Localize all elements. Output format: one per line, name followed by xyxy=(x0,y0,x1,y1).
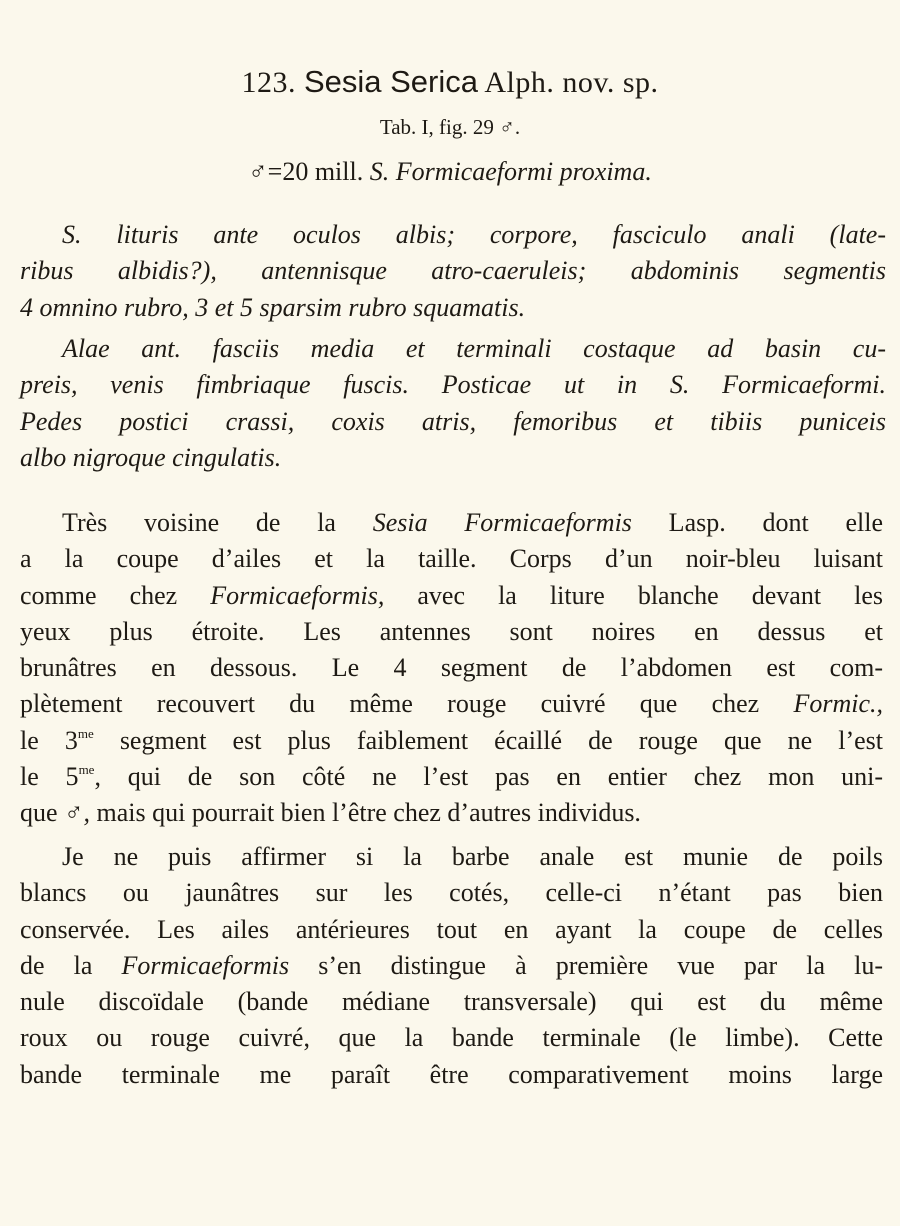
text-line: albo nigroque cingulatis. xyxy=(20,442,282,472)
text-line: le $3^{me}$ segment est plus faiblement écaillé de rouge que ne l’est xyxy=(20,725,883,755)
text-line: yeux plus étroite. Les antennes sont noires en dessus et xyxy=(20,616,883,646)
text-line: le $5^{me}$, qui de son côté ne l’est pas en entier chez mon uni- xyxy=(20,762,883,792)
text-line: 4 omnino rubro, 3 et 5 sparsim rubro squamatis. xyxy=(20,292,526,322)
text-line: S. lituris ante oculos albis; corpore, fasciculo anali (late- xyxy=(62,220,886,249)
french-description-2 xyxy=(20,839,883,1093)
text-line: blancs ou jaunâtres sur les cotés, celle-ci n’étant pas bien xyxy=(20,878,883,908)
french-description-1 xyxy=(20,505,883,832)
text-line: de la Formicaeformis s’en distingue à première vue par la lu- xyxy=(20,950,883,980)
size-text: ♂=20 mill. xyxy=(248,157,370,186)
text-line: brunâtres en dessous. Le 4 segment de l’abdomen est com- xyxy=(20,653,883,683)
size-line xyxy=(0,155,900,189)
text-line: Alae ant. fasciis media et terminali costaque ad basin cu- xyxy=(62,334,886,363)
latin-diagnosis-2 xyxy=(20,331,886,476)
text-line: comme chez Formicaeformis, avec la liture blanche devant les xyxy=(20,580,883,610)
text-line: bande terminale me paraît être comparativement moins large xyxy=(20,1059,883,1089)
text-line: preis, venis fimbriaque fuscis. Posticae ut in S. Formicaeformi. xyxy=(20,370,886,400)
text-line: a la coupe d’ailes et la taille. Corps d’un noir-bleu luisant xyxy=(20,544,883,574)
size-affinity: S. Formicaeformi proxima. xyxy=(369,157,652,186)
species-author: Alph. nov. sp. xyxy=(484,66,659,99)
plate-reference: Tab. I, fig. 29 ♂. xyxy=(379,115,521,139)
page-title xyxy=(0,62,900,103)
text-line: Je ne puis affirmer si la barbe anale est munie de poils xyxy=(62,842,883,871)
species-number: 123. xyxy=(241,66,296,99)
text-line: Très voisine de la Sesia Formicaeformis Lasp. dont elle xyxy=(62,508,883,537)
text-line: que ♂, mais qui pourrait bien l’être chez d’autres individus. xyxy=(20,798,641,828)
species-name: Sesia Serica xyxy=(303,64,478,99)
text-line: nule discoïdale (bande médiane transversale) qui est du même xyxy=(20,987,883,1017)
text-line: Pedes postici crassi, coxis atris, femoribus et tibiis puniceis xyxy=(20,406,886,436)
text-line: ribus albidis?), antennisque atro-caeruleis; abdominis segmentis xyxy=(20,256,886,286)
text-line: conservée. Les ailes antérieures tout en ayant la coupe de celles xyxy=(20,914,883,944)
latin-diagnosis-1 xyxy=(20,217,886,326)
text-line: roux ou rouge cuivré, que la bande terminale (le limbe). Cette xyxy=(20,1023,883,1053)
text-line: plètement recouvert du même rouge cuivré que chez Formic., xyxy=(20,689,883,719)
